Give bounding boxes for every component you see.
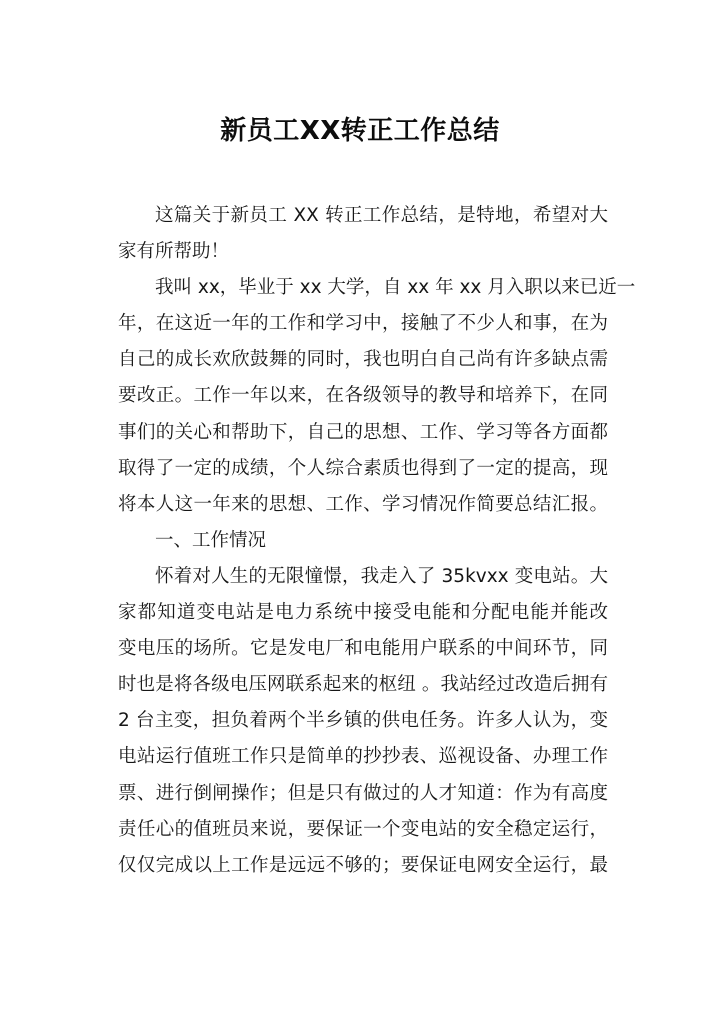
text-line: 自己的成长欢欣鼓舞的同时，我也明白自己尚有许多缺点需 bbox=[118, 349, 608, 371]
text-line: 仅仅完成以上工作是远远不够的；要保证电网安全运行，最 bbox=[118, 854, 608, 876]
text-line: 责任心的值班员来说，要保证一个变电站的安全稳定运行， bbox=[118, 818, 608, 840]
section-heading bbox=[118, 523, 608, 559]
text-line: 这篇关于新员工 XX 转正工作总结，是特地，希望对大 bbox=[155, 205, 608, 226]
text-line: 取得了一定的成绩，个人综合素质也得到了一定的提高，现 bbox=[118, 457, 608, 479]
section-heading-text: 一、工作情况 bbox=[155, 529, 267, 551]
text-line: 变电压的场所。它是发电厂和电能用户联系的中间环节，同 bbox=[118, 638, 608, 660]
text-line: 家有所帮助！ bbox=[118, 241, 230, 263]
text-line: 我叫 xx，毕业于 xx 大学，自 xx 年 xx 月入职以来已近一 bbox=[155, 277, 636, 299]
text-line: 2 台主变，担负着两个半乡镇的供电任务。许多人认为，变 bbox=[118, 710, 608, 732]
document-title: 新员工XX转正工作总结 bbox=[220, 116, 500, 146]
intro-paragraph bbox=[118, 198, 608, 270]
work-situation-paragraph bbox=[118, 559, 608, 884]
text-line: 电站运行值班工作只是简单的抄抄表、巡视设备、办理工作 bbox=[118, 746, 608, 768]
text-line: 怀着对人生的无限憧憬，我走入了 35kvxx 变电站。大 bbox=[155, 565, 608, 587]
document-body bbox=[118, 198, 636, 884]
text-line: 家都知道变电站是电力系统中接受电能和分配电能并能改 bbox=[118, 602, 608, 624]
text-line: 票、进行倒闸操作；但是只有做过的人才知道：作为有高度 bbox=[118, 782, 608, 804]
text-line: 将本人这一年来的思想、工作、学习情况作简要总结汇报。 bbox=[118, 493, 608, 515]
text-line: 时也是将各级电压网联系起来的枢纽 。我站经过改造后拥有 bbox=[118, 674, 608, 696]
text-line: 要改正。工作一年以来，在各级领导的教导和培养下，在同 bbox=[118, 385, 608, 407]
self-introduction-paragraph bbox=[118, 270, 636, 523]
text-line: 年，在这近一年的工作和学习中，接触了不少人和事，在为 bbox=[118, 313, 608, 335]
text-line: 事们的关心和帮助下，自己的思想、工作、学习等各方面都 bbox=[118, 421, 608, 443]
